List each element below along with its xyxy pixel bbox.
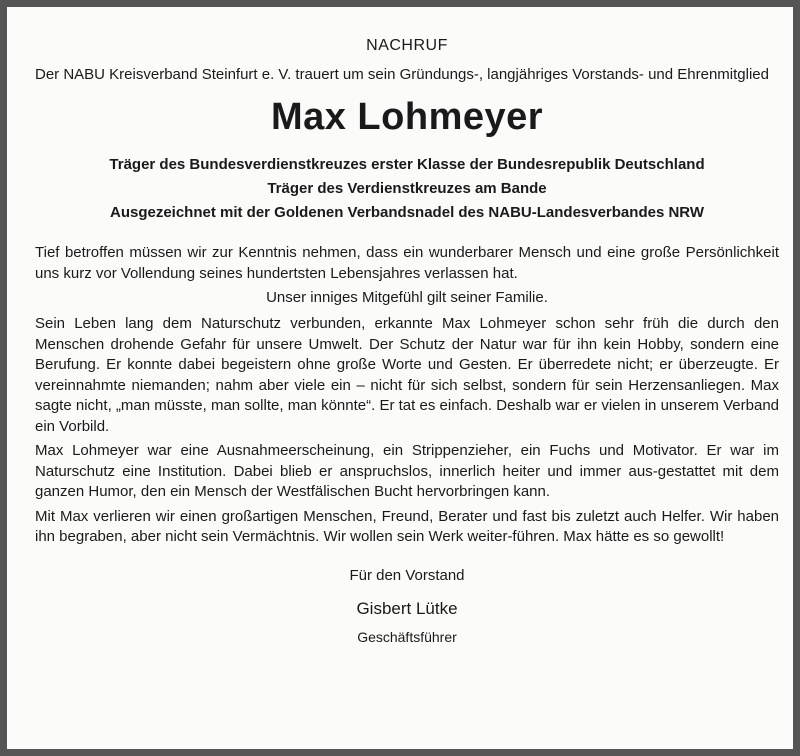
intro-text: Der NABU Kreisverband Steinfurt e. V. trauert um sein Gründungs-, langjähriges Vorstands- und Ehrenmitglied [35,66,769,83]
obituary-heading: NACHRUF [366,37,448,54]
on-behalf-line: Für den Vorstand [349,566,465,584]
paragraph-life: Sein Leben lang dem Naturschutz verbunden, erkannte Max Lohmeyer schon sehr früh die durch den Menschen drohende Gefahr für unsere Umwelt. Der Schutz der Natur war für ihn kein Hobby, sondern eine Berufung. Er konnte dabei begeistern ohne große Worte und Gesten. Er überredete nicht; er überzeugte. Er vereinnahmte niemanden; nahm aber viele ein – nicht für sich selbst, sondern für sein Herzensanliegen. Max sagte nicht, „man müsste, man sollte, man könnte“. Er tat es einfach. Deshalb war er vielen in unserem Verband ein Vorbild. [35,315,779,435]
honor-item: Ausgezeichnet mit der Goldenen Verbandsnadel des NABU-Landesverbandes NRW [109,204,705,221]
paragraph-farewell: Mit Max verlieren wir einen großartigen Menschen, Freund, Berater und fast bis zuletzt auch Helfer. Wir haben ihn begraben, aber nicht sein Vermächtnis. Wir wollen sein Werk weiter-führen. Max hätte es so gewollt! [35,507,779,545]
signature-block [35,566,779,646]
signer-name: Gisbert Lütke [356,598,458,618]
honor-item: Träger des Verdienstkreuzes am Bande [267,180,547,197]
deceased-name: Max Lohmeyer [270,96,544,138]
paragraph-character: Max Lohmeyer war eine Ausnahmeerscheinung, ein Strippenzieher, ein Fuchs und Motivator. Er war im Naturschutz eine Institution. Dabei blieb er anspruchslos, innerlich heiter und immer aus-gestattet mit dem ganzen Humor, den ein Mensch der Westfälischen Bucht hervorbringen kann. [35,442,779,500]
obituary-content [35,33,779,646]
honor-item: Träger des Bundesverdienstkreuzes erster Klasse der Bundesrepublik Deutschland [109,156,705,173]
condolence-line: Unser inniges Mitgefühl gilt seiner Familie. [266,289,548,306]
honors-list [35,153,779,225]
paragraph-tribute: Tief betroffen müssen wir zur Kenntnis nehmen, dass ein wunderbarer Mensch und eine große Persönlichkeit uns kurz vor Vollendung seines hundertsten Lebensjahres verlassen hat. [35,244,779,282]
signer-role: Geschäftsführer [357,628,457,645]
